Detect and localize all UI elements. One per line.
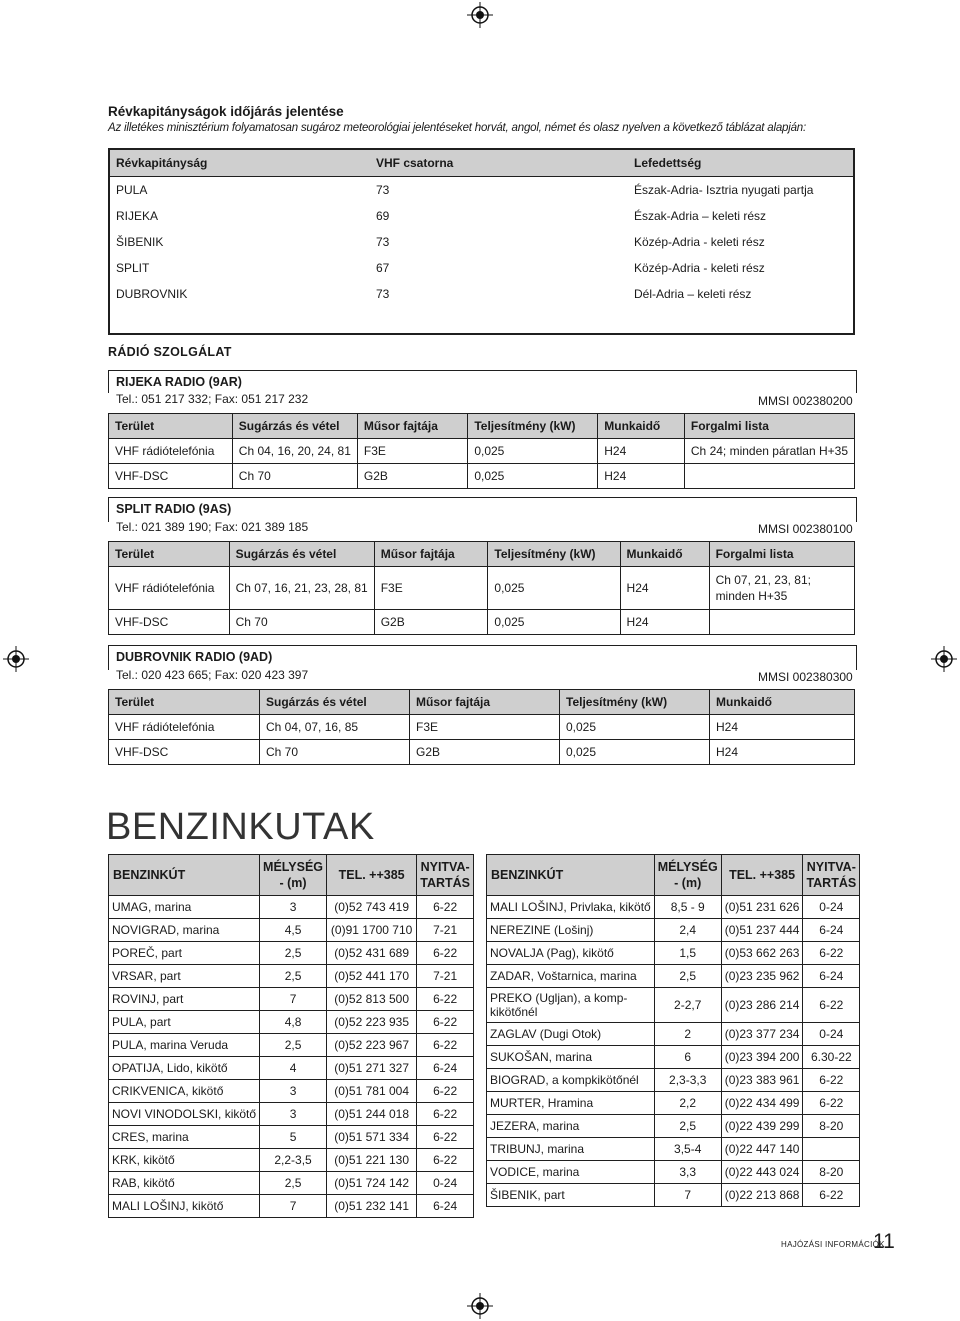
table-cell: CRES, marina: [109, 1126, 260, 1149]
table-cell: NEREZINE (Lošinj): [487, 919, 655, 942]
table-cell: OPATIJA, Lido, kikötő: [109, 1057, 260, 1080]
table-header-row: [109, 542, 855, 567]
table-cell: Dél-Adria – keleti rész: [634, 287, 752, 301]
table-row: [109, 1103, 474, 1126]
table-cell: Ch 07, 21, 23, 81; minden H+35: [709, 567, 854, 610]
table-cell: DUBROVNIK: [116, 287, 188, 301]
table-cell: Ch 04, 07, 16, 85: [260, 715, 410, 740]
table-cell: 7: [260, 988, 327, 1011]
table-cell: Ch 70: [232, 464, 357, 489]
table-cell: 6-22: [417, 1080, 474, 1103]
table-header-row: [109, 690, 855, 715]
table-cell: F3E: [357, 439, 467, 464]
table-row: [487, 1023, 860, 1046]
header-cell: TEL. ++385: [327, 855, 417, 896]
table-cell: VHF-DSC: [109, 464, 233, 489]
table-row: [109, 1172, 474, 1195]
table-cell: VODICE, marina: [487, 1161, 655, 1184]
table-cell: [803, 1138, 860, 1161]
table-cell: (0)52 813 500: [327, 988, 417, 1011]
table-cell: 6-22: [417, 942, 474, 965]
station-name: DUBROVNIK RADIO (9AD): [116, 650, 273, 664]
table-cell: 0-24: [803, 1023, 860, 1046]
table-cell: SPLIT: [116, 261, 150, 275]
header-cell: Teljesítmény (kW): [468, 414, 598, 439]
station-mmsi: MMSI 002380200: [758, 394, 853, 408]
table-cell: 3: [260, 1103, 327, 1126]
table-cell: H24: [710, 715, 855, 740]
table-cell: 69: [376, 209, 390, 223]
table-cell: 2,2: [654, 1092, 721, 1115]
station-name: RIJEKA RADIO (9AR): [116, 375, 242, 389]
header-cell: Teljesítmény (kW): [560, 690, 710, 715]
table-cell: 3: [260, 896, 327, 919]
table-row: [487, 1161, 860, 1184]
table-cell: (0)51 221 130: [327, 1149, 417, 1172]
table-cell: RIJEKA: [116, 209, 159, 223]
table-cell: 2,5: [654, 965, 721, 988]
table-cell: (0)23 394 200: [721, 1046, 803, 1069]
table-cell: 6: [654, 1046, 721, 1069]
table-cell: 67: [376, 261, 390, 275]
table-row: [109, 1149, 474, 1172]
table-cell: 6-22: [803, 988, 860, 1023]
table-cell: 0,025: [488, 567, 620, 610]
table-cell: ZAGLAV (Dugi Otok): [487, 1023, 655, 1046]
table-row: [487, 1115, 860, 1138]
header-cell: Terület: [109, 414, 233, 439]
table-cell: 4,5: [260, 919, 327, 942]
table-cell: 6.30-22: [803, 1046, 860, 1069]
header-cell: NYITVA-TARTÁS: [803, 855, 860, 896]
table-header-row: [109, 149, 854, 177]
table-cell: JEZERA, marina: [487, 1115, 655, 1138]
split-radio-table: [108, 541, 855, 635]
header-cell: BENZINKÚT: [109, 855, 260, 896]
table-cell: KRK, kikötő: [109, 1149, 260, 1172]
table-row: [109, 281, 854, 307]
table-cell: (0)22 439 299: [721, 1115, 803, 1138]
table-cell: (0)22 447 140: [721, 1138, 803, 1161]
fuel-table-right: [486, 854, 860, 1207]
table-cell: 2,4: [654, 919, 721, 942]
table-cell: Észak-Adria- Isztria nyugati partja: [634, 183, 814, 197]
header-cell: Műsor fajtája: [374, 542, 488, 567]
table-cell: 7: [260, 1195, 327, 1218]
header-cell: Munkaidő: [598, 414, 685, 439]
table-row: [487, 988, 860, 1023]
table-row: [487, 896, 860, 919]
header-cell: Sugárzás és vétel: [260, 690, 410, 715]
harbour-masters-intro: Az illetékes minisztérium folyamatosan sugároz meteorológiai jelentéseket horvát, angol, német és olasz nyelven a következő táblázat alapján:: [108, 122, 806, 134]
table-cell: 0,025: [468, 439, 598, 464]
table-row: [109, 255, 854, 281]
table-cell: 6-22: [417, 988, 474, 1011]
table-cell: Ch 70: [260, 740, 410, 765]
table-cell: NOVI VINODOLSKI, kikötő: [109, 1103, 260, 1126]
table-header-row: [487, 855, 860, 896]
station-phone: Tel.: 051 217 332; Fax: 051 217 232: [116, 392, 309, 406]
table-cell: (0)52 743 419: [327, 896, 417, 919]
table-cell: (0)52 431 689: [327, 942, 417, 965]
table-row: [109, 610, 855, 635]
header-cell: Sugárzás és vétel: [232, 414, 357, 439]
header-cell: Sugárzás és vétel: [229, 542, 374, 567]
table-row: [109, 177, 854, 204]
station-phone: Tel.: 020 423 665; Fax: 020 423 397: [116, 668, 309, 682]
table-cell: 7-21: [417, 919, 474, 942]
table-cell: 3,5-4: [654, 1138, 721, 1161]
header-cell: Terület: [109, 542, 230, 567]
table-cell: (0)23 377 234: [721, 1023, 803, 1046]
table-cell: G2B: [357, 464, 467, 489]
table-cell: 6-22: [417, 1034, 474, 1057]
table-cell: F3E: [374, 567, 488, 610]
table-cell: PULA, part: [109, 1011, 260, 1034]
table-cell: VHF rádiótelefónia: [109, 439, 233, 464]
table-row: [109, 1011, 474, 1034]
table-cell: UMAG, marina: [109, 896, 260, 919]
table-cell: H24: [620, 610, 709, 635]
table-cell: (0)51 271 327: [327, 1057, 417, 1080]
header-cell: Munkaidő: [620, 542, 709, 567]
harbour-masters-title: Révkapitányságok időjárás jelentése: [108, 104, 344, 119]
table-cell: 0-24: [417, 1172, 474, 1195]
table-row: [109, 1080, 474, 1103]
table-cell: 8,5 - 9: [654, 896, 721, 919]
table-cell: RAB, kikötő: [109, 1172, 260, 1195]
page-number: 11: [873, 1230, 895, 1253]
table-row: [109, 965, 474, 988]
table-header-row: [109, 855, 474, 896]
table-cell: 2,3-3,3: [654, 1069, 721, 1092]
table-cell: 6-22: [417, 896, 474, 919]
table-cell: 73: [376, 183, 390, 197]
table-cell: BIOGRAD, a kompkikötőnél: [487, 1069, 655, 1092]
table-cell: 73: [376, 287, 390, 301]
table-row: [487, 1046, 860, 1069]
station-name: SPLIT RADIO (9AS): [116, 502, 232, 516]
table-cell: 4,8: [260, 1011, 327, 1034]
table-cell: 3,3: [654, 1161, 721, 1184]
table-cell: 0-24: [803, 896, 860, 919]
table-cell: [709, 610, 854, 635]
table-cell: 2,5: [654, 1115, 721, 1138]
header-cell: Forgalmi lista: [709, 542, 854, 567]
table-row: [487, 919, 860, 942]
table-cell: 0,025: [468, 464, 598, 489]
table-row: [109, 464, 855, 489]
header-cell: VHF csatorna: [370, 149, 628, 177]
table-cell: 6-22: [417, 1103, 474, 1126]
table-cell: 2,5: [260, 965, 327, 988]
table-cell: 2,5: [260, 942, 327, 965]
table-row: [487, 1184, 860, 1207]
table-cell: 5: [260, 1126, 327, 1149]
table-cell: 8-20: [803, 1161, 860, 1184]
table-cell: 73: [376, 235, 390, 249]
table-cell: Közép-Adria - keleti rész: [634, 261, 765, 275]
table-cell: ROVINJ, part: [109, 988, 260, 1011]
header-cell: MÉLYSÉG - (m): [654, 855, 721, 896]
table-cell: G2B: [410, 740, 560, 765]
header-cell: Révkapitányság: [109, 149, 370, 177]
table-cell: VHF-DSC: [109, 740, 260, 765]
table-cell: CRIKVENICA, kikötő: [109, 1080, 260, 1103]
header-cell: BENZINKÚT: [487, 855, 655, 896]
table-cell: 6-22: [417, 1011, 474, 1034]
table-cell: 2: [654, 1023, 721, 1046]
table-cell: 6-24: [803, 965, 860, 988]
radio-service-title: RÁDIÓ SZOLGÁLAT: [108, 345, 232, 359]
registration-mark-right-icon: [931, 646, 957, 672]
table-cell: 7: [654, 1184, 721, 1207]
table-cell: VRSAR, part: [109, 965, 260, 988]
table-cell: F3E: [410, 715, 560, 740]
table-cell: PREKO (Ugljan), a komp-kikötőnél: [487, 988, 655, 1023]
table-cell: MALI LOŠINJ, Privlaka, kikötő: [487, 896, 655, 919]
table-cell: NOVIGRAD, marina: [109, 919, 260, 942]
table-cell: 8-20: [803, 1115, 860, 1138]
table-cell: (0)51 232 141: [327, 1195, 417, 1218]
table-cell: 6-24: [417, 1195, 474, 1218]
rijeka-radio-table: [108, 413, 855, 489]
table-cell: H24: [710, 740, 855, 765]
table-cell: H24: [598, 439, 685, 464]
table-cell: H24: [620, 567, 709, 610]
table-cell: (0)22 434 499: [721, 1092, 803, 1115]
header-cell: TEL. ++385: [721, 855, 803, 896]
table-cell: (0)51 231 626: [721, 896, 803, 919]
table-cell: TRIBUNJ, marina: [487, 1138, 655, 1161]
table-cell: 3: [260, 1080, 327, 1103]
registration-mark-top-icon: [467, 2, 493, 28]
table-cell: 2-2,7: [654, 988, 721, 1023]
table-row: [109, 919, 474, 942]
table-cell: [684, 464, 854, 489]
table-cell: Ch 24; minden páratlan H+35: [684, 439, 854, 464]
header-cell: NYITVA-TARTÁS: [417, 855, 474, 896]
header-cell: Műsor fajtája: [357, 414, 467, 439]
footer-section-label: HAJÓZÁSI INFORMÁCIÓK: [781, 1240, 885, 1249]
table-cell: Közép-Adria - keleti rész: [634, 235, 765, 249]
table-cell: (0)52 223 935: [327, 1011, 417, 1034]
table-header-row: [109, 414, 855, 439]
table-row: [109, 439, 855, 464]
table-row: [109, 896, 474, 919]
table-cell: (0)52 223 967: [327, 1034, 417, 1057]
table-cell: POREČ, part: [109, 942, 260, 965]
table-cell: (0)51 724 142: [327, 1172, 417, 1195]
table-cell: (0)22 213 868: [721, 1184, 803, 1207]
table-row: [109, 229, 854, 255]
table-row: [109, 1034, 474, 1057]
table-cell: SUKOŠAN, marina: [487, 1046, 655, 1069]
table-row: [109, 715, 855, 740]
table-cell: 2,2-3,5: [260, 1149, 327, 1172]
table-cell: Ch 04, 16, 20, 24, 81: [232, 439, 357, 464]
table-cell: (0)51 781 004: [327, 1080, 417, 1103]
table-cell: (0)23 383 961: [721, 1069, 803, 1092]
table-cell: VHF-DSC: [109, 610, 230, 635]
registration-mark-left-icon: [3, 646, 29, 672]
table-cell: MURTER, Hramina: [487, 1092, 655, 1115]
table-cell: 2,5: [260, 1172, 327, 1195]
table-cell: 6-24: [417, 1057, 474, 1080]
table-cell: 6-22: [417, 1126, 474, 1149]
header-cell: Forgalmi lista: [684, 414, 854, 439]
table-cell: PULA: [116, 183, 148, 197]
header-cell: MÉLYSÉG - (m): [260, 855, 327, 896]
table-cell: 6-22: [803, 942, 860, 965]
table-cell: MALI LOŠINJ, kikötő: [109, 1195, 260, 1218]
table-cell: 0,025: [560, 740, 710, 765]
header-cell: Műsor fajtája: [410, 690, 560, 715]
table-row: [487, 1092, 860, 1115]
table-cell: 6-22: [417, 1149, 474, 1172]
table-cell: (0)51 571 334: [327, 1126, 417, 1149]
header-cell: Terület: [109, 690, 260, 715]
table-cell: 0,025: [560, 715, 710, 740]
registration-mark-bottom-icon: [467, 1293, 493, 1319]
table-row: [487, 1069, 860, 1092]
table-cell: ŠIBENIK: [116, 235, 164, 249]
table-spacer-row: [109, 307, 854, 334]
table-cell: (0)52 441 170: [327, 965, 417, 988]
header-cell: Teljesítmény (kW): [488, 542, 620, 567]
table-row: [109, 988, 474, 1011]
dubrovnik-radio-table: [108, 689, 855, 765]
table-row: [109, 1195, 474, 1218]
table-cell: (0)53 662 263: [721, 942, 803, 965]
table-cell: Észak-Adria – keleti rész: [634, 209, 767, 223]
station-mmsi: MMSI 002380100: [758, 522, 853, 536]
header-cell: Munkaidő: [710, 690, 855, 715]
table-row: [109, 567, 855, 610]
table-cell: 0,025: [488, 610, 620, 635]
table-cell: (0)23 286 214: [721, 988, 803, 1023]
table-cell: PULA, marina Veruda: [109, 1034, 260, 1057]
table-cell: 4: [260, 1057, 327, 1080]
station-mmsi: MMSI 002380300: [758, 670, 853, 684]
table-cell: (0)23 235 962: [721, 965, 803, 988]
table-row: [487, 1138, 860, 1161]
table-cell: (0)22 443 024: [721, 1161, 803, 1184]
table-cell: Ch 70: [229, 610, 374, 635]
table-row: [109, 1126, 474, 1149]
table-row: [109, 1057, 474, 1080]
fuel-table-left: [108, 854, 474, 1218]
table-cell: G2B: [374, 610, 488, 635]
table-cell: 6-22: [803, 1092, 860, 1115]
table-cell: (0)51 237 444: [721, 919, 803, 942]
table-cell: 7-21: [417, 965, 474, 988]
table-row: [109, 942, 474, 965]
table-cell: NOVALJA (Pag), kikötő: [487, 942, 655, 965]
header-cell: Lefedettség: [628, 149, 854, 177]
table-cell: ZADAR, Voštarnica, marina: [487, 965, 655, 988]
table-cell: 2,5: [260, 1034, 327, 1057]
table-cell: VHF rádiótelefónia: [109, 715, 260, 740]
table-cell: 6-22: [803, 1184, 860, 1207]
table-cell: H24: [598, 464, 685, 489]
table-cell: 6-24: [803, 919, 860, 942]
table-row: [487, 965, 860, 988]
table-cell: (0)51 244 018: [327, 1103, 417, 1126]
fuel-stations-title: BENZINKUTAK: [106, 806, 375, 848]
station-phone: Tel.: 021 389 190; Fax: 021 389 185: [116, 520, 309, 534]
harbour-masters-table: [108, 148, 855, 335]
table-cell: Ch 07, 16, 21, 23, 28, 81: [229, 567, 374, 610]
table-row: [109, 203, 854, 229]
table-cell: VHF rádiótelefónia: [109, 567, 230, 610]
table-cell: ŠIBENIK, part: [487, 1184, 655, 1207]
table-cell: (0)91 1700 710: [327, 919, 417, 942]
table-cell: 6-22: [803, 1069, 860, 1092]
table-cell: 1,5: [654, 942, 721, 965]
table-row: [109, 740, 855, 765]
table-row: [487, 942, 860, 965]
